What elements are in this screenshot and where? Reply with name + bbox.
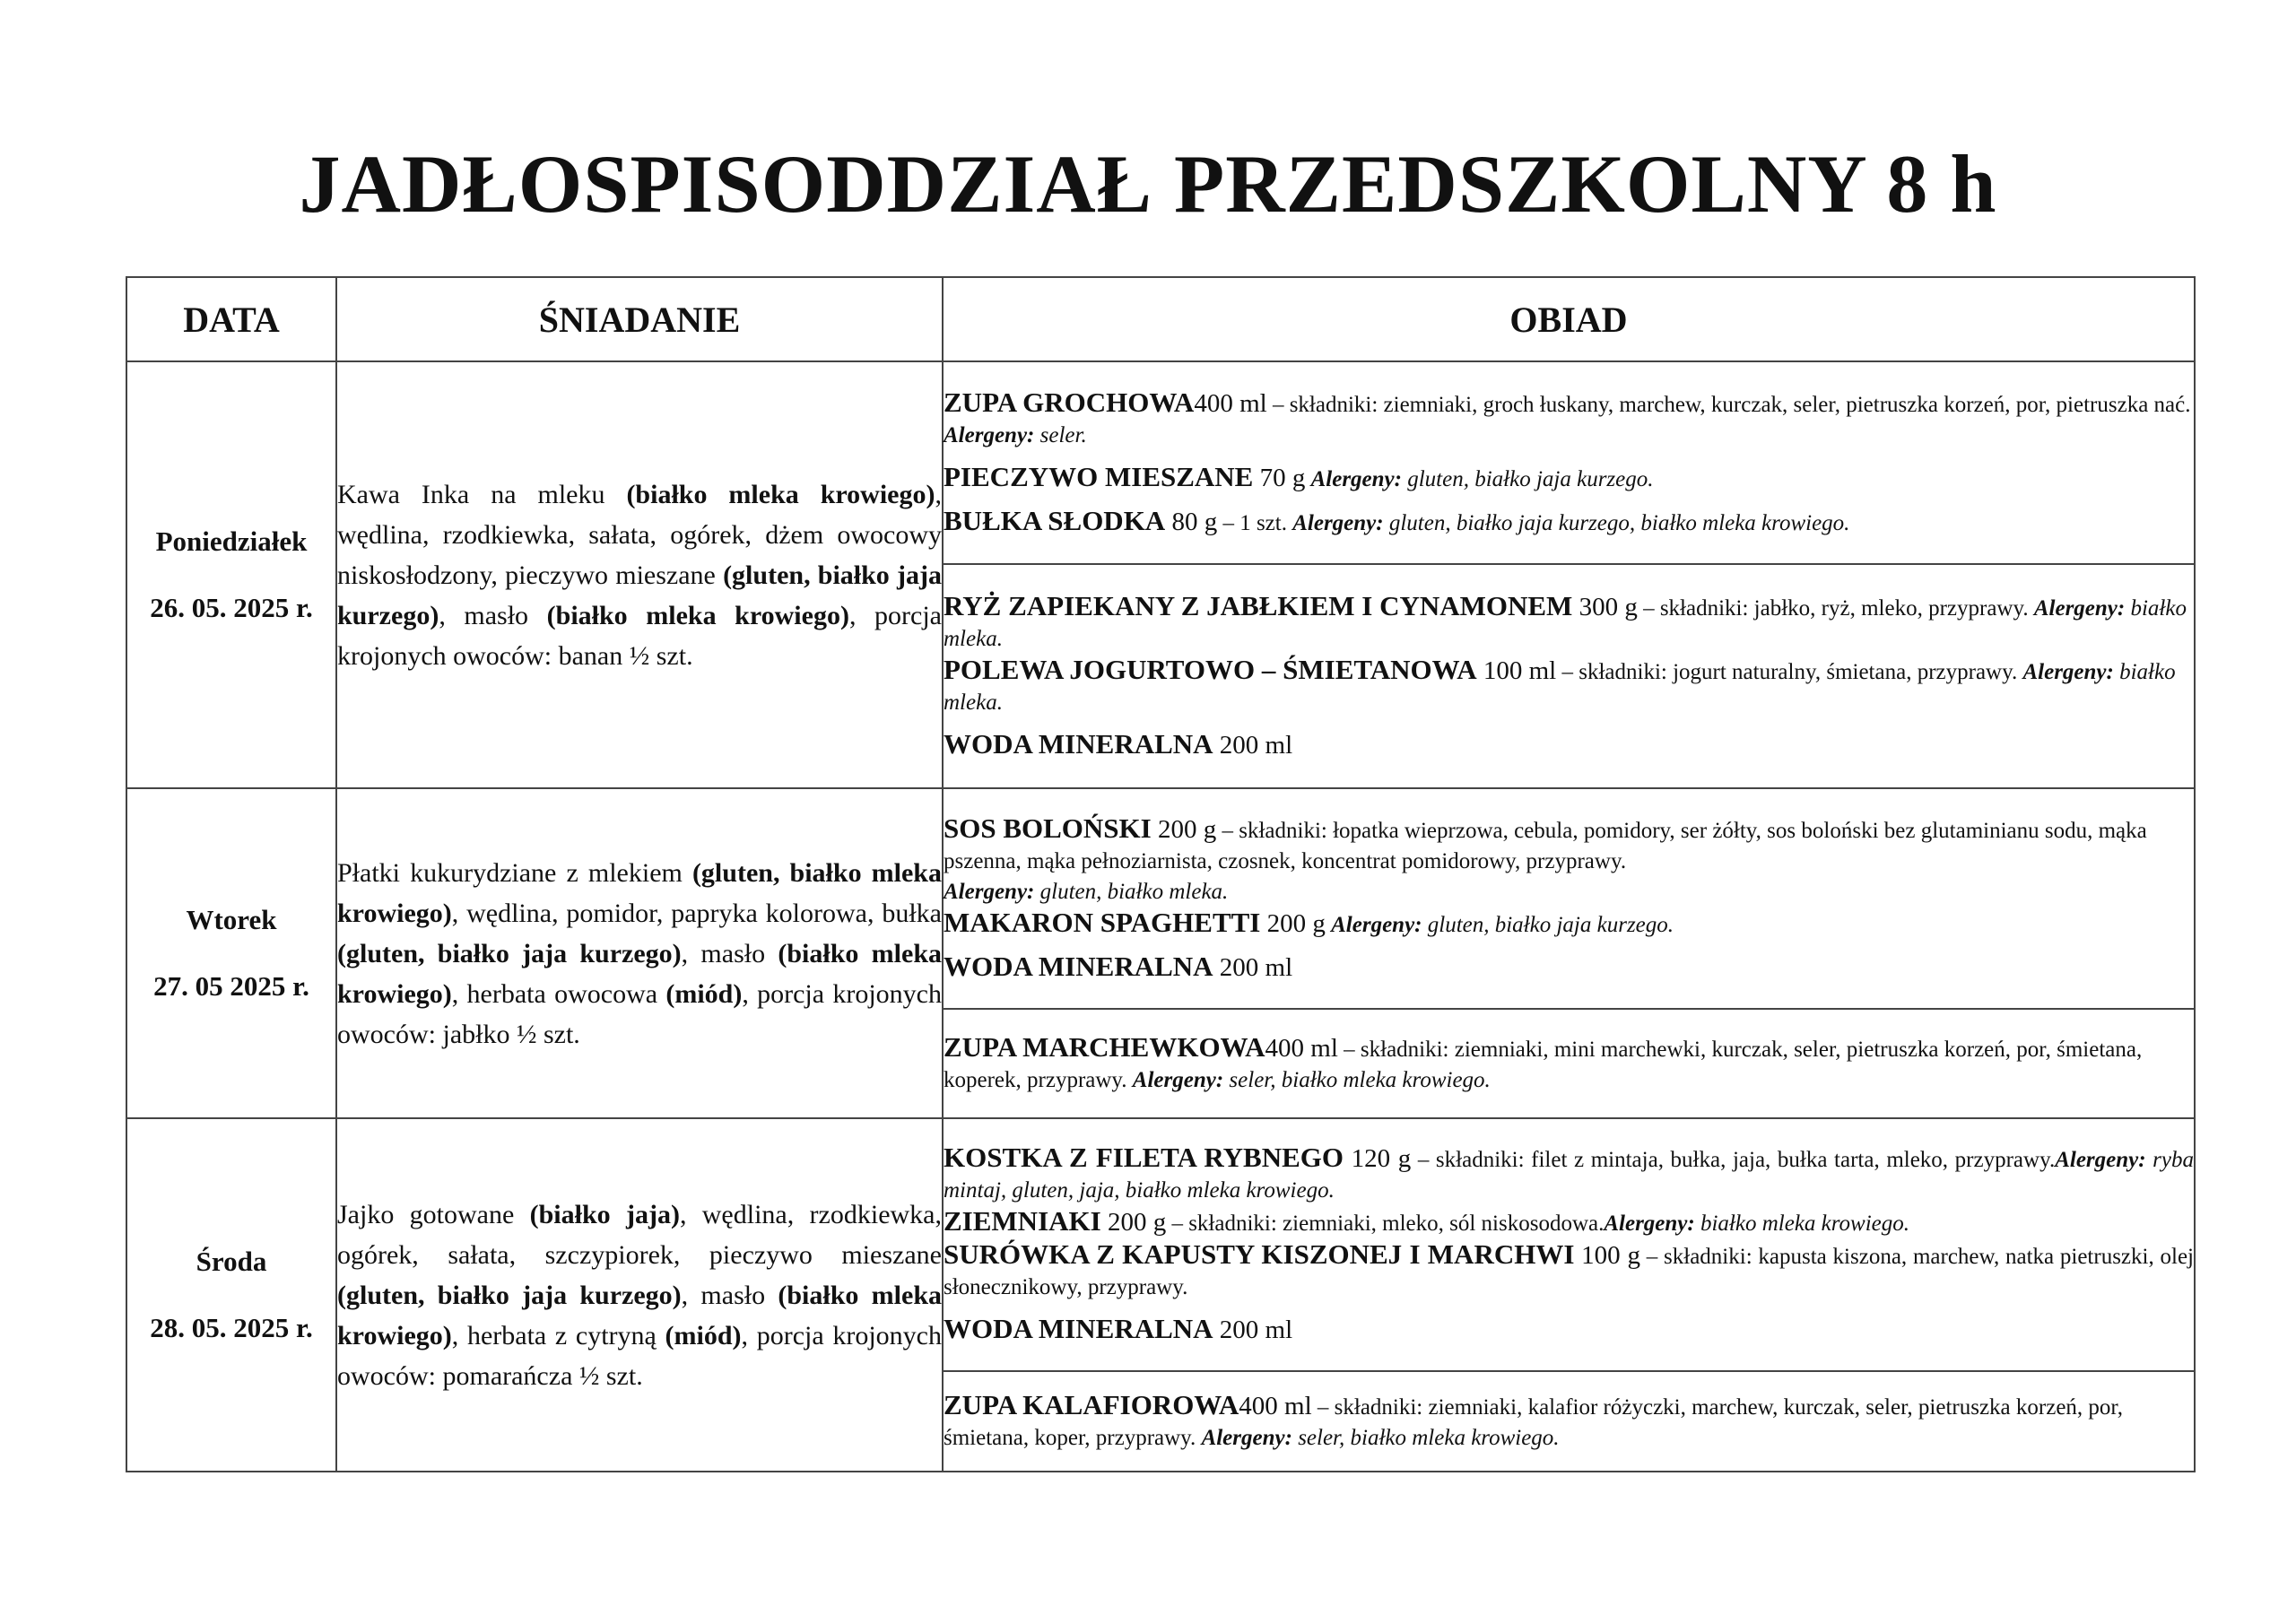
dish-paragraph	[944, 506, 2194, 539]
menu-text: , porcja krojonych owoców: jabłko ½ szt.	[337, 978, 942, 1049]
header-data: DATA	[126, 277, 336, 361]
dish-quantity: 120 g	[1344, 1144, 1412, 1173]
menu-text: – składniki: kapusta kiszona, marchew, natka pietruszki, olej słonecznikowy, przyprawy.	[944, 1245, 2194, 1299]
menu-text: Kawa Inka na mleku	[337, 479, 627, 509]
table-row	[126, 1118, 2195, 1371]
menu-text: – 1 szt.	[1217, 510, 1293, 535]
dish-name: POLEWA JOGURTOWO – ŚMIETANOWA	[944, 653, 1477, 685]
dish-quantity: 200 ml	[1213, 730, 1293, 760]
allergen-list: ryba mintaj, gluten, jaja, białko mleka krowiego.	[944, 1148, 2195, 1203]
dish-paragraph	[944, 729, 2194, 762]
menu-text: – składniki: ziemniaki, kalafior różyczki, marchew, kurczak, seler, pietruszka korzeń, por, śmietana, koper, przyprawy.	[944, 1394, 2123, 1450]
dish-quantity: 200 ml	[1213, 1316, 1293, 1344]
day-date: 28. 05. 2025 r.	[150, 1312, 313, 1343]
allergen-list: gluten, białko jaja kurzego.	[1401, 466, 1654, 491]
allergen-list: białko mleka krowiego.	[1694, 1211, 1910, 1236]
menu-text: – składniki: łopatka wieprzowa, cebula, pomidory, ser żółty, sos boloński bez glutaminianu sodu, mąka pszenna, mąka pełnoziarnista, czosnek, koncentrat pomidorowy, przyprawy.	[944, 818, 2147, 873]
dish-quantity: 100 ml	[1476, 656, 1557, 685]
allergen-label: Alergeny:	[1201, 1425, 1292, 1450]
date-cell	[126, 1118, 336, 1472]
allergen-label: Alergeny:	[2022, 659, 2114, 684]
day-name: Środa	[196, 1246, 267, 1277]
allergen-list: białko mleka.	[944, 659, 2176, 715]
allergen-note: (gluten, białko jaja kurzego)	[337, 938, 682, 968]
dish-paragraph	[944, 387, 2194, 451]
allergen-note: (białko jaja)	[529, 1199, 680, 1229]
menu-text: – składniki: ziemniaki, groch łuskany, marchew, kurczak, seler, pietruszka korzeń, por, pietruszka nać.	[1266, 392, 2191, 417]
menu-text: – składniki: jabłko, ryż, mleko, przyprawy.	[1637, 595, 2034, 621]
dish-paragraph	[944, 1032, 2194, 1096]
menu-text: – składniki: ziemniaki, mini marchewki, kurczak, seler, pietruszka korzeń, por, śmietana, koperek, przyprawy.	[944, 1037, 2143, 1092]
dish-name: SURÓWKA Z KAPUSTY KISZONEJ I MARCHWI	[944, 1238, 1575, 1270]
dish-name: ZUPA GROCHOWA	[944, 386, 1195, 418]
allergen-note: (gluten, białko jaja kurzego)	[337, 1280, 682, 1310]
lunch-cell	[943, 1009, 2195, 1118]
allergen-list: gluten, białko jaja kurzego, białko mleka krowiego.	[1383, 510, 1850, 535]
dish-paragraph	[944, 462, 2194, 495]
dish-quantity: 200 g	[1151, 814, 1217, 844]
dish-name: WODA MINERALNA	[944, 950, 1213, 982]
menu-text: , herbata z cytryną	[451, 1320, 665, 1350]
dish-name: BUŁKA SŁODKA	[944, 504, 1166, 536]
dish-quantity: 400 ml	[1265, 1033, 1338, 1063]
allergen-list: gluten, białko jaja kurzego.	[1422, 912, 1674, 937]
menu-text: , porcja krojonych owoców: pomarańcza ½ szt.	[337, 1320, 942, 1391]
day-date: 27. 05 2025 r.	[153, 970, 309, 1002]
dish-quantity: 300 g	[1572, 592, 1638, 621]
day-name: Wtorek	[186, 904, 277, 935]
dish-paragraph	[944, 1142, 2194, 1303]
header-sniadanie: ŚNIADANIE	[336, 277, 943, 361]
dish-name: PIECZYWO MIESZANE	[944, 460, 1254, 492]
dish-name: MAKARON SPAGHETTI	[944, 906, 1261, 938]
table-row	[126, 788, 2195, 1009]
menu-text: – składniki: ziemniaki, mleko, sól niskosodowa.	[1166, 1211, 1605, 1236]
header-row	[126, 277, 2195, 361]
dish-quantity: 200 g	[1100, 1208, 1167, 1237]
menu-text: , porcja krojonych owoców: banan ½ szt.	[337, 600, 942, 671]
dish-paragraph	[944, 813, 2194, 941]
dish-paragraph	[944, 591, 2194, 718]
dish-name: WODA MINERALNA	[944, 727, 1213, 760]
lunch-cell	[943, 1371, 2195, 1472]
menu-text: , herbata owocowa	[451, 978, 666, 1009]
allergen-label: Alergeny:	[1310, 466, 1402, 491]
dish-name: ZUPA MARCHEWKOWA	[944, 1030, 1265, 1063]
menu-text: , wędlina, pomidor, papryka kolorowa, bułka	[451, 898, 942, 928]
header-obiad: OBIAD	[943, 277, 2195, 361]
allergen-list: białko mleka.	[944, 595, 2187, 651]
dish-name: ZIEMNIAKI	[944, 1205, 1101, 1237]
menu-text: , masło	[681, 938, 778, 968]
allergen-note: (białko mleka krowiego)	[337, 938, 943, 1009]
allergen-label: Alergeny:	[1604, 1211, 1695, 1236]
allergen-note: (białko mleka krowiego)	[546, 600, 849, 630]
dish-quantity: 400 ml	[1239, 1391, 1312, 1420]
allergen-note: (gluten, białko mleka krowiego)	[337, 857, 942, 928]
menu-text: Płatki kukurydziane z mlekiem	[337, 857, 692, 888]
lunch-cell	[943, 788, 2195, 1009]
menu-text: Jajko gotowane	[337, 1199, 530, 1229]
allergen-note: (miód)	[665, 1320, 742, 1350]
dish-name: RYŻ ZAPIEKANY Z JABŁKIEM I CYNAMONEM	[944, 589, 1573, 621]
lunch-cell	[943, 1118, 2195, 1371]
dish-quantity: 200 g	[1260, 908, 1326, 938]
dish-paragraph	[944, 1390, 2194, 1454]
date-cell	[126, 361, 336, 788]
breakfast-cell	[336, 1118, 943, 1472]
dish-quantity: 80 g	[1165, 507, 1218, 536]
dish-quantity: 70 g	[1253, 463, 1306, 492]
dish-quantity: 100 g	[1574, 1241, 1640, 1270]
dish-name: SOS BOLOŃSKI	[944, 812, 1152, 844]
allergen-label: Alergeny:	[2055, 1148, 2146, 1172]
dish-name: KOSTKA Z FILETA RYBNEGO	[944, 1142, 1344, 1173]
allergen-note: (białko mleka krowiego)	[626, 479, 935, 509]
allergen-note: (białko mleka krowiego)	[337, 1280, 943, 1350]
allergen-label: Alergeny:	[1292, 510, 1384, 535]
menu-text: , masło	[681, 1280, 778, 1310]
menu-table	[126, 276, 2196, 1472]
dish-quantity: 400 ml	[1194, 388, 1267, 418]
allergen-label: Alergeny:	[1132, 1067, 1224, 1092]
allergen-list: gluten, białko mleka.	[1034, 879, 1229, 904]
allergen-list: seler.	[1034, 422, 1087, 447]
allergen-note: (miód)	[665, 978, 743, 1009]
allergen-label: Alergeny:	[1331, 912, 1422, 937]
allergen-label: Alergeny:	[944, 422, 1035, 447]
lunch-cell	[943, 361, 2195, 564]
day-name: Poniedziałek	[155, 525, 308, 557]
dish-name: ZUPA KALAFIOROWA	[944, 1388, 1239, 1420]
menu-text: , wędlina, rzodkiewka, ogórek, sałata, szczypiorek, pieczywo mieszane	[337, 1199, 942, 1270]
date-cell	[126, 788, 336, 1118]
dish-paragraph	[944, 1314, 2194, 1347]
day-date: 26. 05. 2025 r.	[150, 592, 313, 623]
allergen-label: Alergeny:	[944, 879, 1035, 904]
menu-text: – składniki: jogurt naturalny, śmietana, przyprawy.	[1556, 659, 2023, 684]
allergen-list: seler, białko mleka krowiego.	[1292, 1425, 1560, 1450]
menu-text: – składniki: filet z mintaja, bułka, jaja, bułka tarta, mleko, przyprawy.	[1411, 1148, 2056, 1172]
dish-name: WODA MINERALNA	[944, 1313, 1213, 1344]
allergen-label: Alergeny:	[2033, 595, 2126, 621]
menu-text: , wędlina, rzodkiewka, sałata, ogórek, dżem owocowy niskosłodzony, pieczywo mieszane	[337, 479, 942, 590]
table-row	[126, 361, 2195, 564]
dish-paragraph	[944, 951, 2194, 985]
allergen-list: seler, białko mleka krowiego.	[1223, 1067, 1491, 1092]
lunch-cell	[943, 564, 2195, 788]
breakfast-cell	[336, 361, 943, 788]
breakfast-cell	[336, 788, 943, 1118]
menu-text: , masło	[439, 600, 547, 630]
dish-quantity: 200 ml	[1213, 952, 1293, 982]
page-title: JADŁOSPISODDZIAŁ PRZEDSZKOLNY 8 h	[299, 138, 1997, 230]
allergen-note: (gluten, białko jaja kurzego)	[337, 560, 942, 630]
